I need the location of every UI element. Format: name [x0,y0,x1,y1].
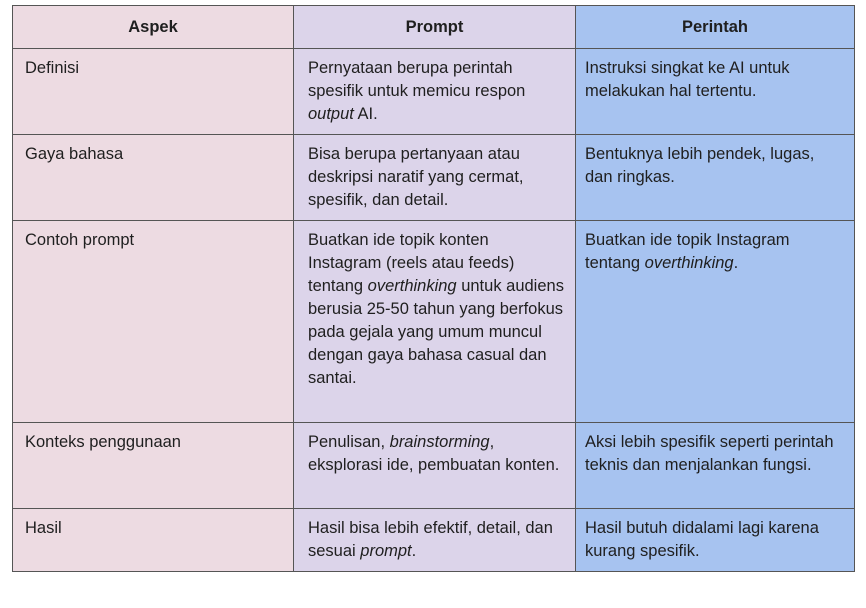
text-segment: . [411,542,417,560]
cell-text: Aksi lebih spesifik seperti perintah teknis dan menjalankan fungsi. [585,433,834,474]
text-segment: AI. [353,105,378,123]
cell-text [294,509,575,571]
cell-text: Bentuknya lebih pendek, lugas, dan ringkas. [585,145,815,186]
cell-prompt [294,423,576,509]
cell-text: Hasil [25,519,62,537]
cell-prompt [294,135,576,221]
text-segment: Pernyataan berupa perintah spesifik untuk memicu respon [308,59,526,100]
header-perintah: Perintah [576,6,855,49]
cell-aspek [13,423,294,509]
cell-text [294,423,575,485]
cell-aspek [13,221,294,423]
cell-aspek [13,509,294,572]
comparison-table-container [12,5,855,572]
cell-text: Contoh prompt [25,231,135,249]
text-segment-italic: output [308,105,354,123]
text-segment-italic: overthinking [367,277,457,295]
table-header-row [13,6,855,49]
cell-text [294,49,575,134]
comparison-table [12,5,855,572]
cell-text: Konteks penggunaan [25,433,181,451]
cell-perintah [576,509,855,572]
cell-text: Bisa berupa pertanyaan atau deskripsi naratif yang cermat, spesifik, dan detail. [308,145,524,209]
cell-text [294,221,575,398]
header-aspek: Aspek [13,6,294,49]
text-segment: Buatkan ide topik konten Instagram (reels atau feeds) tentang [308,231,515,295]
text-segment: . [733,254,739,272]
cell-perintah [576,423,855,509]
cell-prompt [294,509,576,572]
text-segment: , eksplorasi ide, pembuatan konten. [308,433,560,474]
table-row [13,509,855,572]
cell-prompt [294,49,576,135]
cell-prompt [294,221,576,423]
table-row [13,135,855,221]
cell-perintah [576,49,855,135]
cell-aspek [13,49,294,135]
cell-text: Instruksi singkat ke AI untuk melakukan hal tertentu. [585,59,790,100]
text-segment-italic: overthinking [644,254,734,272]
text-segment-italic: prompt [360,542,412,560]
cell-perintah [576,221,855,423]
cell-text [576,221,854,283]
cell-aspek [13,135,294,221]
table-row [13,221,855,423]
cell-text: Gaya bahasa [25,145,124,163]
text-segment: Penulisan, [308,433,390,451]
header-prompt: Prompt [294,6,576,49]
text-segment-italic: brainstorming [389,433,490,451]
cell-text: Definisi [25,59,80,77]
table-row [13,49,855,135]
text-segment: untuk audiens berusia 25-50 tahun yang berfokus pada gejala yang umum muncul dengan gaya bahasa casual dan santai. [308,277,564,387]
table-row [13,423,855,509]
text-segment: Hasil bisa lebih efektif, detail, dan sesuai [308,519,553,560]
cell-perintah [576,135,855,221]
text-segment: Buatkan ide topik Instagram tentang [585,231,790,272]
cell-text: Hasil butuh didalami lagi karena kurang spesifik. [585,519,819,560]
